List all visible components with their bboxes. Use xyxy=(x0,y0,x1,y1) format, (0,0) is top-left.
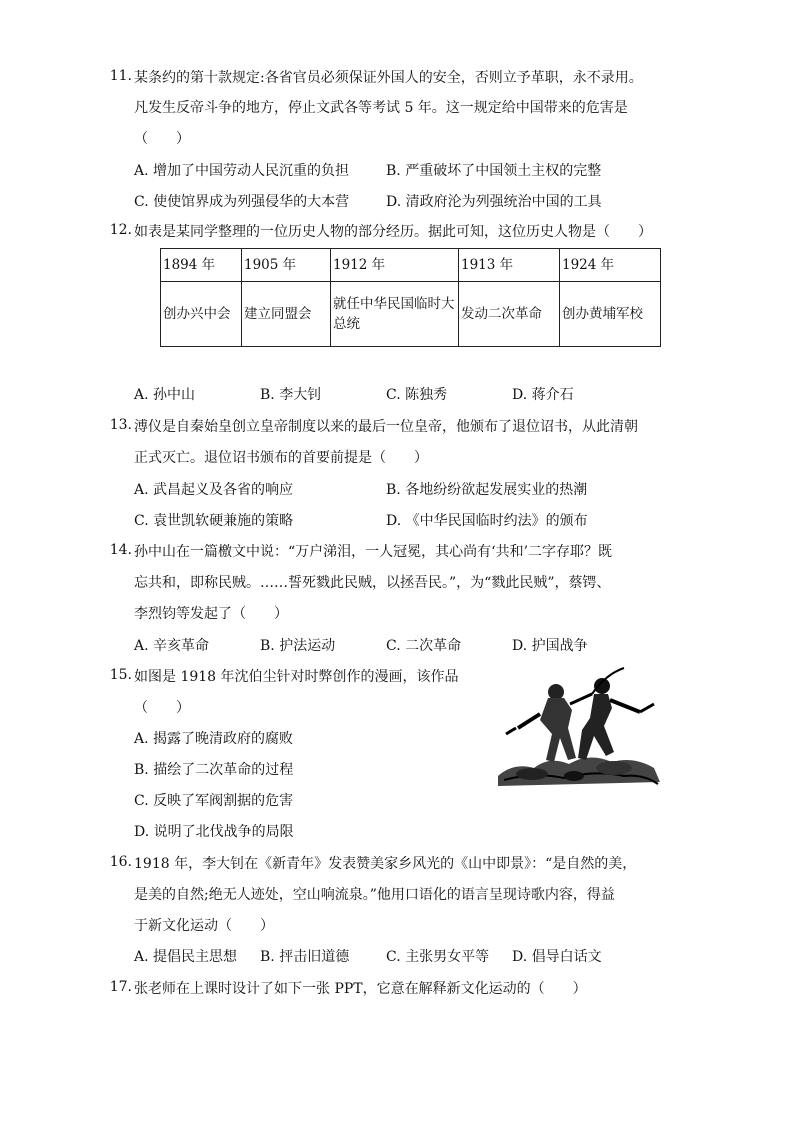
option-a[interactable]: A. 辛亥革命 xyxy=(134,638,210,654)
option-a[interactable]: A. 揭露了晚清政府的腐败 xyxy=(134,731,294,747)
question-text: 是美的自然;绝无人迹处，空山响流泉。”他用口语化的语言呈现诗歌内容，得益 xyxy=(134,887,615,903)
option-d[interactable]: D. 《中华民国临时约法》的颁布 xyxy=(386,513,588,529)
option-c[interactable]: C. 袁世凯软硬兼施的策略 xyxy=(134,513,294,529)
question-number: 17. xyxy=(109,979,132,995)
option-b[interactable]: B. 各地纷纷欲起发展实业的热潮 xyxy=(386,482,588,498)
option-c[interactable]: C. 反映了军阀割据的危害 xyxy=(134,793,294,809)
year-cell: 1912 年 xyxy=(331,249,459,282)
event-cell: 发动二次革命 xyxy=(459,282,560,347)
table-row xyxy=(161,282,661,347)
event-cell: 建立同盟会 xyxy=(242,282,331,347)
year-cell: 1894 年 xyxy=(161,249,242,282)
question-text: 正式灭亡。退位诏书颁布的首要前提是（ ） xyxy=(134,450,428,466)
option-b[interactable]: B. 严重破坏了中国领土主权的完整 xyxy=(386,163,602,179)
option-b[interactable]: B. 抨击旧道德 xyxy=(260,949,350,965)
question-text: 如图是 1918 年沈伯尘针对时弊创作的漫画，该作品 xyxy=(134,669,459,685)
option-a[interactable]: A. 孙中山 xyxy=(134,387,196,403)
option-a[interactable]: A. 提倡民主思想 xyxy=(134,949,238,965)
biography-table xyxy=(160,248,661,347)
year-cell: 1913 年 xyxy=(459,249,560,282)
option-c[interactable]: C. 二次革命 xyxy=(386,638,462,654)
cartoon-image xyxy=(494,664,664,792)
option-b[interactable]: B. 描绘了二次革命的过程 xyxy=(134,762,294,778)
question-text: 李烈钧等发起了（ ） xyxy=(134,606,288,622)
event-cell: 创办黄埔军校 xyxy=(560,282,661,347)
question-text: 如表是某同学整理的一位历史人物的部分经历。据此可知，这位历史人物是（ ） xyxy=(134,224,652,240)
question-text: 于新文化运动（ ） xyxy=(134,918,274,934)
event-cell: 创办兴中会 xyxy=(161,282,242,347)
option-a[interactable]: A. 增加了中国劳动人民沉重的负担 xyxy=(134,163,350,179)
option-c[interactable]: C. 主张男女平等 xyxy=(386,949,490,965)
question-number: 15. xyxy=(109,667,132,683)
option-d[interactable]: D. 清政府沦为列强统治中国的工具 xyxy=(386,194,602,210)
option-b[interactable]: B. 护法运动 xyxy=(260,638,336,654)
year-cell: 1905 年 xyxy=(242,249,331,282)
question-number: 13. xyxy=(109,417,132,433)
event-cell: 就任中华民国临时大总统 xyxy=(331,282,459,347)
question-text: 张老师在上课时设计了如下一张 PPT，它意在解释新文化运动的（ ） xyxy=(134,981,587,997)
option-d[interactable]: D. 蒋介石 xyxy=(512,387,574,403)
option-b[interactable]: B. 李大钊 xyxy=(260,387,322,403)
question-number: 16. xyxy=(109,854,132,870)
table-row xyxy=(161,249,661,282)
option-d[interactable]: D. 倡导白话文 xyxy=(512,949,602,965)
question-number: 11. xyxy=(109,68,132,84)
question-text: 1918 年，李大钊在《新青年》发表赞美家乡风光的《山中即景》：“是自然的美， xyxy=(134,856,637,872)
question-text: 凡发生反帝斗争的地方，停止文武各等考试 5 年。这一规定给中国带来的危害是 xyxy=(134,100,628,116)
option-c[interactable]: C. 使使馆界成为列强侵华的大本营 xyxy=(134,194,350,210)
option-d[interactable]: D. 说明了北伐战争的局限 xyxy=(134,824,294,840)
option-a[interactable]: A. 武昌起义及各省的响应 xyxy=(134,482,294,498)
question-number: 14. xyxy=(109,542,132,558)
question-text: 某条约的第十款规定:各省官员必须保证外国人的安全，否则立予革职，永不录用。 xyxy=(134,70,643,86)
answer-blank: （ ） xyxy=(134,700,190,716)
answer-blank: （ ） xyxy=(134,131,190,147)
option-d[interactable]: D. 护国战争 xyxy=(512,638,588,654)
year-cell: 1924 年 xyxy=(560,249,661,282)
question-text: 溥仪是自秦始皇创立皇帝制度以来的最后一位皇帝，他颁布了退位诏书，从此清朝 xyxy=(134,419,638,435)
question-number: 12. xyxy=(109,222,132,238)
option-c[interactable]: C. 陈独秀 xyxy=(386,387,448,403)
question-text: 忘共和，即称民贼。……誓死戮此民贼，以拯吾民。”，为“戮此民贼”，蔡锷、 xyxy=(134,575,611,591)
question-text: 孙中山在一篇檄文中说：“万户涕泪，一人冠冕，其心尚有‘共和’二字存耶？既 xyxy=(134,544,613,560)
